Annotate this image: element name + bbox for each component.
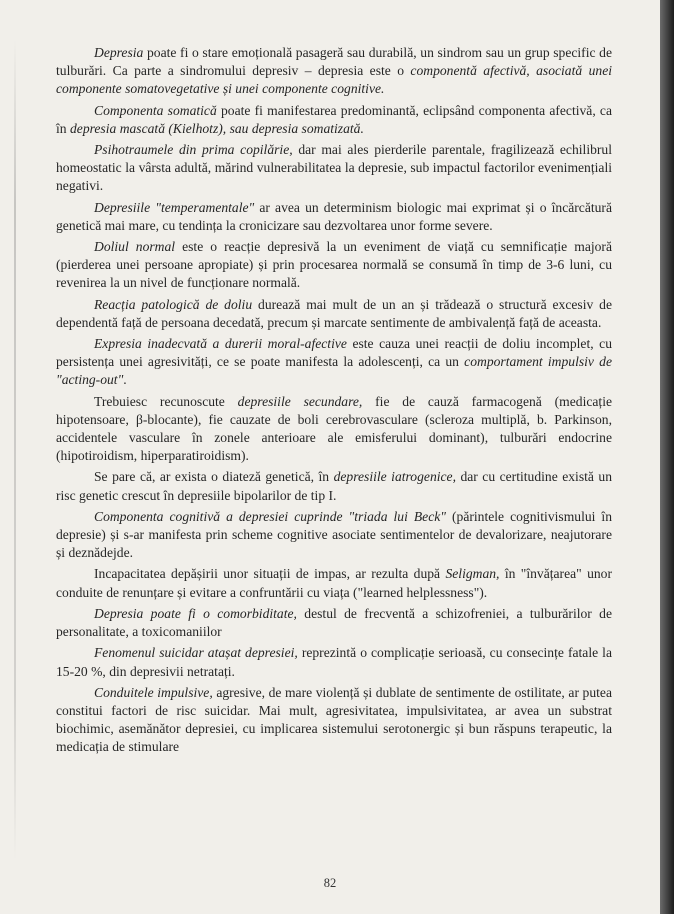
text-run: poate fi manifestarea predominantă, eclipsând componenta afectivă, ca în bbox=[56, 102, 613, 136]
italic-text: depresia mascată (Kielhotz), sau depresia somatizată. bbox=[69, 120, 364, 136]
paragraph bbox=[56, 102, 612, 138]
italic-text: Reacția patologică de doliu bbox=[94, 296, 253, 312]
paragraph bbox=[56, 141, 612, 196]
paragraph bbox=[56, 296, 612, 332]
paragraph bbox=[56, 199, 612, 235]
italic-text: Fenomenul suicidar atașat depresiei, bbox=[94, 645, 298, 661]
italic-text: Psihotraumele din prima copilărie, bbox=[94, 142, 293, 158]
text-run: agresive, de mare violență și dublate de sentimente de ostilitate, ar putea constitui factori de risc suicidar. Mai mult, agresivitatea, impulsivitatea, ar avea un substrat biochimic, asemănător depresiei, cu implicarea sistemului serotonergic și bun răspuns terapeutic, la medicația de stimulare bbox=[56, 684, 612, 755]
paragraph bbox=[56, 508, 612, 563]
book-binding-edge bbox=[660, 0, 674, 914]
text-run: ar avea un determinism biologic mai exprimat și o încărcătură genetică mai mare, cu tendința la cronicizare sau dezvoltarea unor forme severe. bbox=[56, 199, 612, 233]
page-body bbox=[56, 44, 612, 760]
italic-text: componentă afectivă, asociată unei componente somatovegetative și unei componente cognitive. bbox=[56, 63, 612, 97]
text-run: poate fi o stare emoțională pasageră sau durabilă, un sindrom sau un grup specific de tulburări. Ca parte a sindromului depresiv – depresia este o bbox=[56, 45, 612, 79]
text-run: . bbox=[123, 372, 127, 388]
italic-text: Seligman, bbox=[445, 566, 500, 582]
paragraph bbox=[56, 393, 612, 466]
italic-text: Expresia inadecvată a durerii moral-afective bbox=[94, 336, 347, 352]
paragraph bbox=[56, 468, 612, 504]
text-run: fie de cauză farmacogenă (medicație hipotensoare, β-blocante), fie cauzate de boli cerebrovasculare (scleroza multiplă, b. Parkinson, accidentele vasculare în zonele anterioare ale emisferului dominant), tulburări endocrine (hipotiroidism, hiperparatiroidism). bbox=[56, 393, 613, 464]
italic-text: Depresia poate fi o comorbiditate, bbox=[94, 605, 297, 621]
paragraph bbox=[56, 644, 612, 680]
page-margin-shadow bbox=[14, 40, 16, 860]
text-run: este o reacție depresivă la un eveniment de viață cu semnificație majoră (pierderea unei persoane apropiate) și prin procesarea normală se consumă în timp de 3-6 luni, cu revenirea la un nivel de funcționare normală. bbox=[56, 239, 612, 291]
text-run: Trebuiesc recunoscute bbox=[94, 393, 238, 409]
text-run: dar mai ales pierderile parentale, fragilizează echilibrul homeostatic la vârsta adultă, mărind vulnerabilitatea la depresie, sub impactul factorilor evenimențiali negativi. bbox=[56, 142, 612, 194]
paragraph bbox=[56, 44, 612, 99]
text-run: destul de frecventă a schizofreniei, a tulburărilor de personalitate, a toxicomaniilor bbox=[56, 605, 613, 640]
paragraph bbox=[56, 684, 612, 757]
text-run: (părintele cognitivismului în depresie) și s-ar manifesta prin scheme cognitive asociate sentimentelor de devalorizare, neajutorare și deznădejde. bbox=[56, 508, 613, 561]
italic-text: Depresia bbox=[94, 45, 144, 60]
text-run: Se pare că, ar exista o diateză genetică, în bbox=[94, 469, 334, 485]
paragraph bbox=[56, 605, 612, 641]
text-run: în "învățarea" unor conduite de renunțare și evitare a confruntării cu viața ("learned helplessness"). bbox=[56, 566, 612, 600]
text-run: este cauza unei reacții de doliu incomplet, cu persistența unei agresivități, ce se poate manifesta la adolescenți, ca un bbox=[56, 336, 612, 370]
paragraph bbox=[56, 565, 612, 601]
italic-text: Componenta cognitivă a depresiei cuprinde "triada lui Beck" bbox=[94, 508, 446, 524]
italic-text: depresiile iatrogenice, bbox=[333, 469, 456, 485]
italic-text: Doliul normal bbox=[94, 239, 176, 255]
text-run: reprezintă o complicație serioasă, cu consecințe fatale la 15-20 %, din depresivii netratați. bbox=[56, 645, 612, 679]
paragraph bbox=[56, 238, 612, 293]
italic-text: Depresiile "temperamentale" bbox=[94, 199, 255, 215]
text-run: dar cu certitudine există un risc genetic crescut în depresiile bipolarilor de tip I. bbox=[56, 469, 613, 503]
italic-text: comportament impulsiv de "acting-out" bbox=[56, 354, 612, 388]
text-run: Incapacitatea depășirii unor situații de impas, ar rezulta după bbox=[94, 566, 446, 582]
paragraph bbox=[56, 335, 612, 390]
page-number: 82 bbox=[323, 876, 337, 890]
text-run: durează mai mult de un an și trădează o structură excesiv de dependentă față de persoana decedată, precum și marcate sentimente de ambivalență față de aceasta. bbox=[56, 296, 612, 330]
italic-text: Conduitele impulsive, bbox=[94, 684, 213, 700]
italic-text: Componenta somatică bbox=[94, 102, 217, 118]
italic-text: depresiile secundare, bbox=[237, 393, 363, 409]
